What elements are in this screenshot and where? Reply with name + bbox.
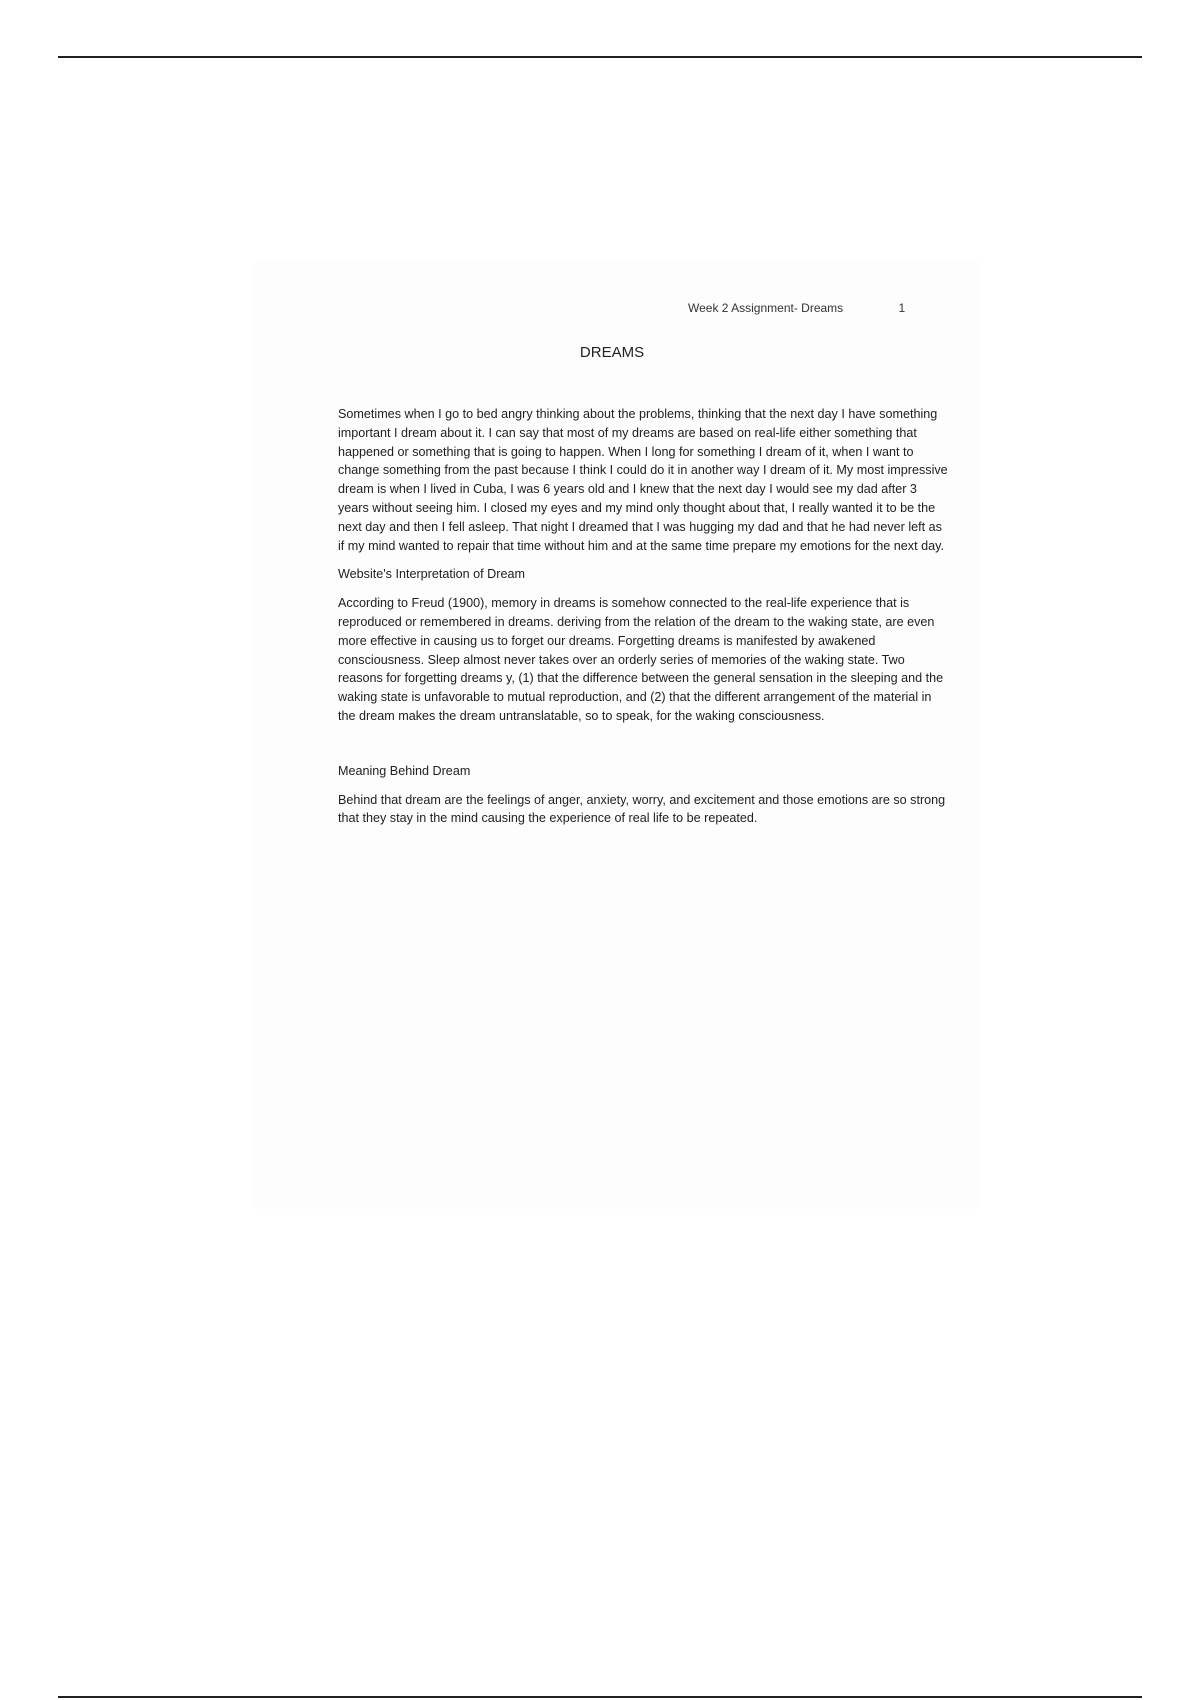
document-body	[338, 405, 948, 838]
page-number: 1	[898, 301, 906, 315]
meaning-heading: Meaning Behind Dream	[338, 763, 471, 778]
meaning-paragraph: Behind that dream are the feelings of anger, anxiety, worry, and excitement and those emotions are so strong that they stay in the mind causing the experience of real life to be repeated.	[338, 792, 946, 826]
interpretation-paragraph: According to Freud (1900), memory in dreams is somehow connected to the real-life experience that is reproduced or remembered in dreams. deriving from the relation of the dream to the waking state, are even more effective in causing us to forget our dreams. Forgetting dreams is manifested by awakened consciousness. Sleep almost never takes over an orderly series of memories of the waking state. Two reasons for forgetting dreams y, (1) that the difference between the general sensation in the sleeping and the waking state is unfavorable to mutual reproduction, and (2) that the different arrangement of the material in the dream makes the dream untranslatable, so to speak, for the waking consciousness.	[338, 596, 944, 723]
running-head-title: Week 2 Assignment- Dreams	[688, 301, 844, 315]
section-spacer	[338, 736, 948, 762]
document-title: DREAMS	[579, 344, 645, 361]
intro-paragraph: Sometimes when I go to bed angry thinking about the problems, thinking that the next day I have something important I dream about it. I can say that most of my dreams are based on real-life either something that happened or something that is going to happen. When I long for something I dream of it, when I want to change something from the past because I think I could do it in another way I dream of it. My most impressive dream is when I lived in Cuba, I was 6 years old and I knew that the next day I would see my dad after 3 years without seeing him. I closed my eyes and my mind only thought about that, I really wanted it to be the next day and then I fell asleep. That night I dreamed that I was hugging my dad and that he had never left as if my mind wanted to repair that time without him and at the same time prepare my emotions for the next day.	[338, 407, 948, 553]
bottom-divider	[58, 1696, 1142, 1698]
running-header	[688, 301, 905, 315]
top-divider	[58, 56, 1142, 58]
interpretation-heading: Website's Interpretation of Dream	[338, 567, 525, 582]
